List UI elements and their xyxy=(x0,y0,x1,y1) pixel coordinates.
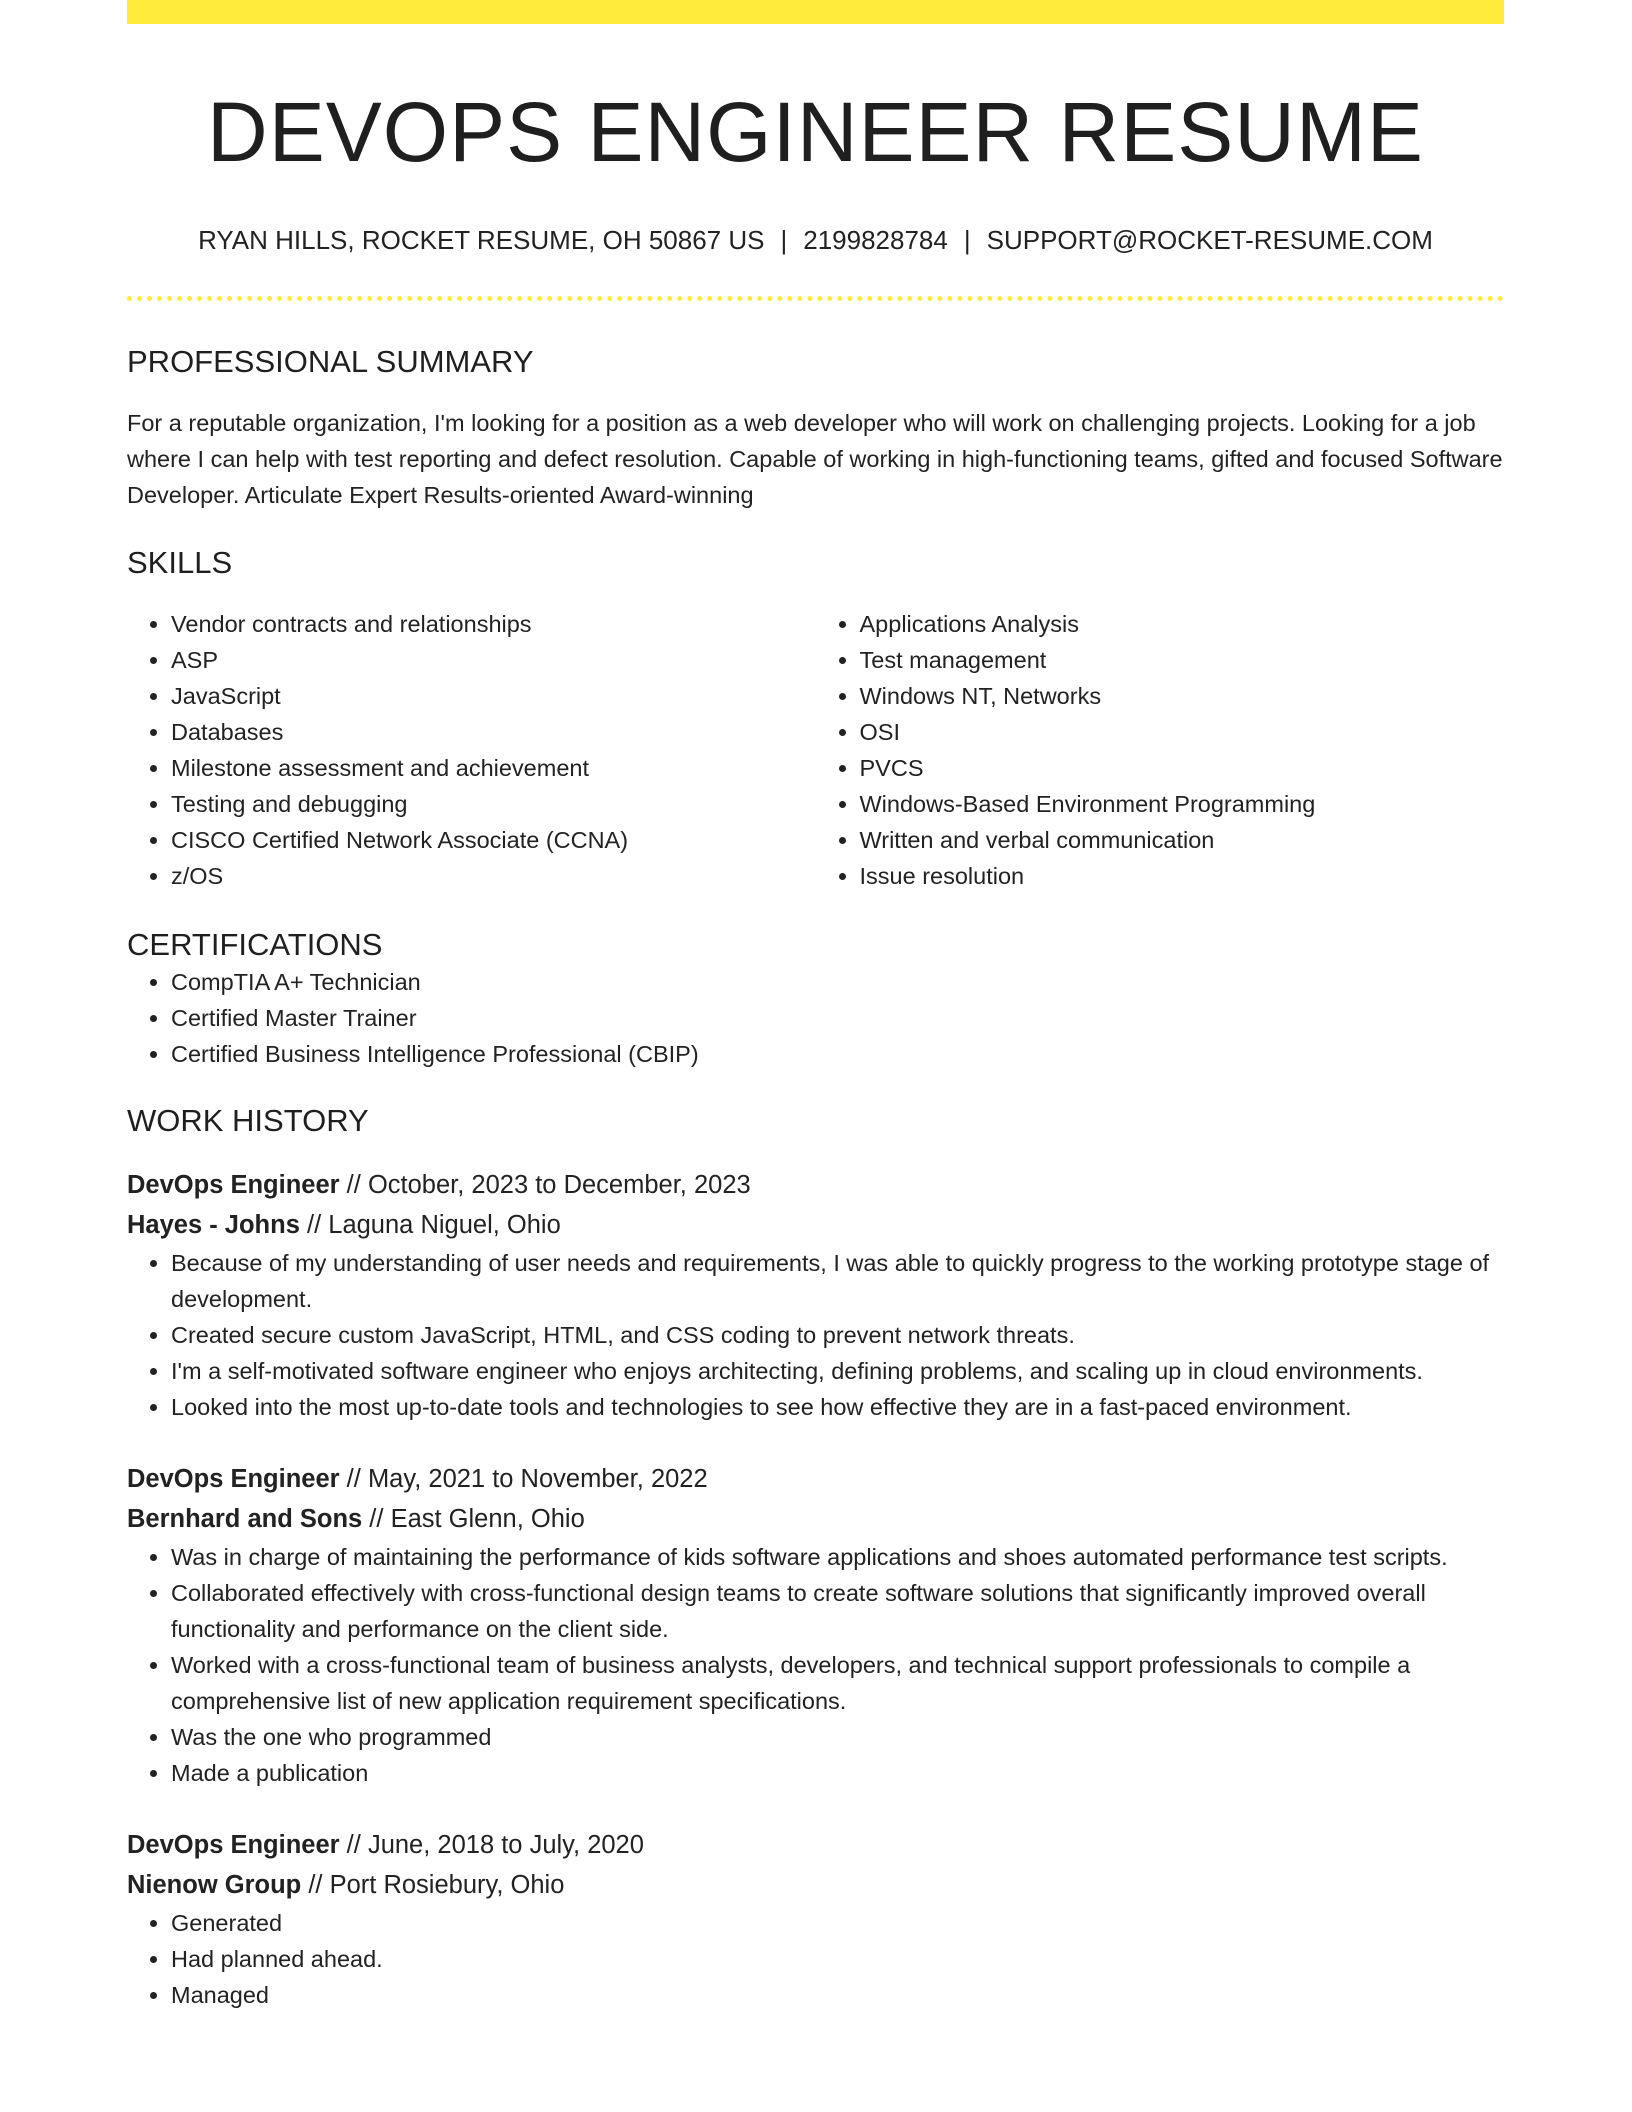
job-dates: June, 2018 to July, 2020 xyxy=(367,1830,644,1859)
contact-email: SUPPORT@ROCKET-RESUME.COM xyxy=(986,224,1433,255)
dotted-divider xyxy=(127,296,1504,301)
job-entry xyxy=(127,1459,1504,1791)
certification-item: • CompTIA A+ Technician xyxy=(171,964,1504,1000)
job-divider: // xyxy=(346,1170,361,1199)
contact-phone: 2199828784 xyxy=(803,224,948,255)
certification-item: • Certified Business Intelligence Professional (CBIP) xyxy=(171,1036,1504,1072)
skill-item: • ASP xyxy=(171,642,816,678)
skill-item: • Windows-Based Environment Programming xyxy=(860,786,1505,822)
skill-item: • Issue resolution xyxy=(860,858,1505,894)
skill-item: • Databases xyxy=(171,714,816,750)
job-title-line xyxy=(127,1165,1504,1205)
certification-item: • Certified Master Trainer xyxy=(171,1000,1504,1036)
resume-page xyxy=(127,0,1504,2013)
job-bullets xyxy=(127,1245,1504,1425)
skill-item: • Windows NT, Networks xyxy=(860,678,1505,714)
certifications-heading: CERTIFICATIONS xyxy=(127,927,383,963)
job-company-line xyxy=(127,1499,1504,1539)
job-bullet: • Because of my understanding of user needs and requirements, I was able to quickly progress to the working prototype stage of development. xyxy=(171,1245,1504,1317)
job-location: Laguna Niguel, Ohio xyxy=(328,1210,561,1239)
resume-title: DEVOPS ENGINEER RESUME xyxy=(207,85,1424,179)
job-title: DevOps Engineer xyxy=(127,1464,340,1493)
skill-item: • z/OS xyxy=(171,858,816,894)
job-bullet: • Had planned ahead. xyxy=(171,1941,1504,1977)
job-dates: May, 2021 to November, 2022 xyxy=(367,1464,708,1493)
job-bullet: • Looked into the most up-to-date tools and technologies to see how effective they are in a fast-paced environment. xyxy=(171,1389,1504,1425)
accent-top-bar xyxy=(127,0,1504,24)
skills-list-left xyxy=(127,606,816,894)
job-company: Nienow Group xyxy=(127,1870,302,1899)
contact-separator: | xyxy=(963,224,971,255)
skill-item: • Written and verbal communication xyxy=(860,822,1505,858)
job-company-line xyxy=(127,1865,1504,1905)
contact-address: RYAN HILLS, ROCKET RESUME, OH 50867 US xyxy=(198,224,765,255)
job-location: East Glenn, Ohio xyxy=(390,1504,585,1533)
work-history-heading: WORK HISTORY xyxy=(127,1102,369,1138)
skill-item: • OSI xyxy=(860,714,1505,750)
summary-text: For a reputable organization, I'm looking for a position as a web developer who will work on challenging projects. Looking for a job where I can help with test reporting and defect resolution. Capable of working in high-functioning teams, gifted and focused Software Developer. Articulate Expert Results-oriented Award-winning xyxy=(127,410,1503,509)
job-company: Bernhard and Sons xyxy=(127,1504,363,1533)
skill-item: • Milestone assessment and achievement xyxy=(171,750,816,786)
job-company: Hayes - Johns xyxy=(127,1210,300,1239)
skills-grid xyxy=(127,606,1504,894)
skill-item: • Test management xyxy=(860,642,1505,678)
job-title-line xyxy=(127,1459,1504,1499)
job-bullet: • I'm a self-motivated software engineer who enjoys architecting, defining problems, and scaling up in cloud environments. xyxy=(171,1353,1504,1389)
skill-item: • PVCS xyxy=(860,750,1505,786)
job-divider: // xyxy=(346,1464,361,1493)
job-location: Port Rosiebury, Ohio xyxy=(329,1870,565,1899)
job-title-line xyxy=(127,1825,1504,1865)
job-bullet: • Was in charge of maintaining the performance of kids software applications and shoes automated performance test scripts. xyxy=(171,1539,1504,1575)
job-bullet: • Managed xyxy=(171,1977,1504,2013)
job-dates: October, 2023 to December, 2023 xyxy=(367,1170,751,1199)
contact-line xyxy=(127,225,1504,256)
job-title: DevOps Engineer xyxy=(127,1170,340,1199)
job-entry xyxy=(127,1825,1504,2013)
skill-item: • Testing and debugging xyxy=(171,786,816,822)
job-bullets xyxy=(127,1905,1504,2013)
skills-list-right xyxy=(816,606,1505,894)
skill-item: • JavaScript xyxy=(171,678,816,714)
job-bullet: • Made a publication xyxy=(171,1755,1504,1791)
job-company-line xyxy=(127,1205,1504,1245)
job-divider: // xyxy=(307,1210,322,1239)
job-bullet: • Created secure custom JavaScript, HTML, and CSS coding to prevent network threats. xyxy=(171,1317,1504,1353)
skill-item: • Vendor contracts and relationships xyxy=(171,606,816,642)
job-bullet: • Generated xyxy=(171,1905,1504,1941)
job-entry xyxy=(127,1165,1504,1425)
job-bullet: • Worked with a cross-functional team of business analysts, developers, and technical support professionals to compile a comprehensive list of new application requirement specifications. xyxy=(171,1647,1504,1719)
contact-separator: | xyxy=(780,224,788,255)
certifications-list xyxy=(127,964,1504,1072)
job-bullet: • Collaborated effectively with cross-functional design teams to create software solutions that significantly improved overall functionality and performance on the client side. xyxy=(171,1575,1504,1647)
job-title: DevOps Engineer xyxy=(127,1830,340,1859)
job-divider: // xyxy=(308,1870,323,1899)
skill-item: • CISCO Certified Network Associate (CCNA) xyxy=(171,822,816,858)
job-divider: // xyxy=(346,1830,361,1859)
job-divider: // xyxy=(369,1504,384,1533)
skill-item: • Applications Analysis xyxy=(860,606,1505,642)
job-bullet: • Was the one who programmed xyxy=(171,1719,1504,1755)
job-bullets xyxy=(127,1539,1504,1791)
skills-heading: SKILLS xyxy=(127,545,233,581)
summary-heading: PROFESSIONAL SUMMARY xyxy=(127,343,534,379)
